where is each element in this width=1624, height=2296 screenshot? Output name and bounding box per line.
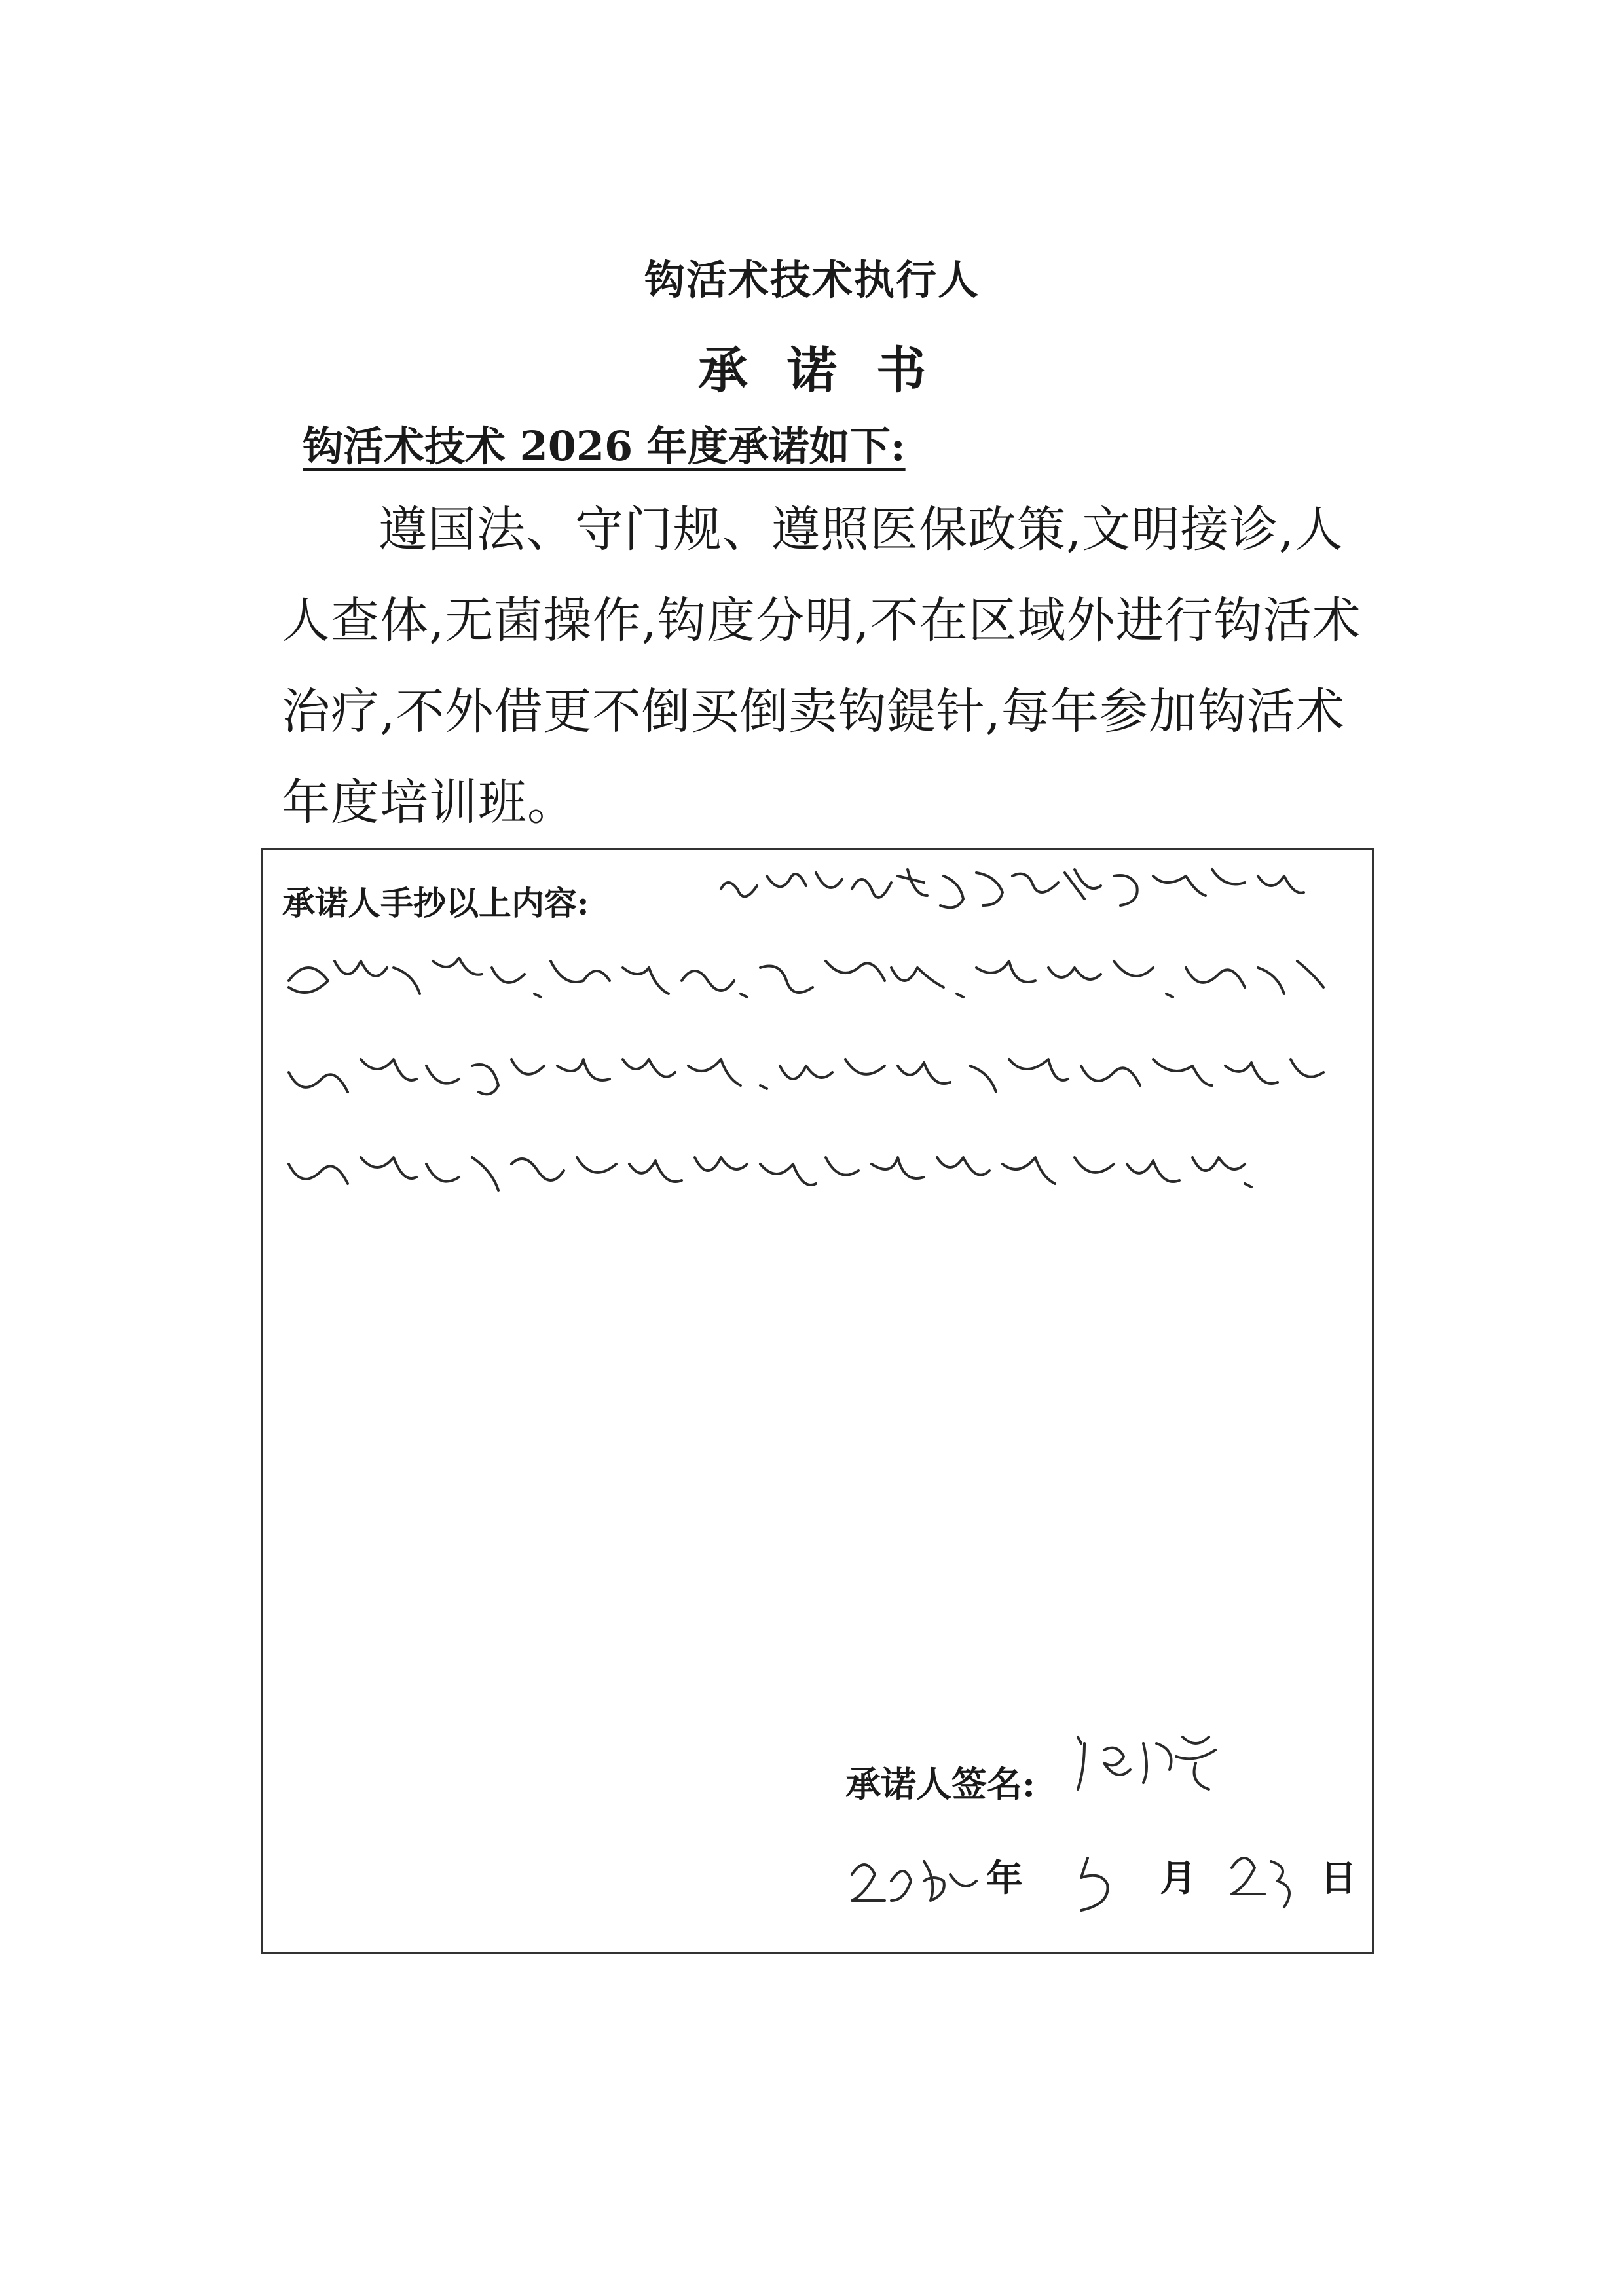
document-subtitle: 承诺书 (698, 341, 965, 399)
handwritten-copy-box (261, 848, 1374, 1954)
signature-label: 承诺人签名: (845, 1763, 1035, 1805)
handwritten-signature (1065, 1724, 1235, 1802)
commitment-heading: 钩活术技术 2026 年度承诺如下: (303, 422, 906, 470)
page-title: 钩活术技术执行人 (644, 256, 980, 304)
handwritten-copy-image (263, 850, 1376, 1439)
copy-label: 承诺人手抄以上内容: (282, 884, 589, 922)
handwritten-date (839, 1835, 1363, 1920)
commitment-body: 遵国法、守门规、遵照医保政策,文明接诊,人人查体,无菌操作,钩度分明,不在区域外进行钩活术治疗,不外借更不倒买倒卖钩鍉针,每年参加钩活术年度培训班。 (282, 501, 1361, 831)
date-month-char: 月 (1160, 1857, 1196, 1900)
date-year-char: 年 (986, 1857, 1023, 1900)
date-day-char: 日 (1320, 1857, 1357, 1900)
